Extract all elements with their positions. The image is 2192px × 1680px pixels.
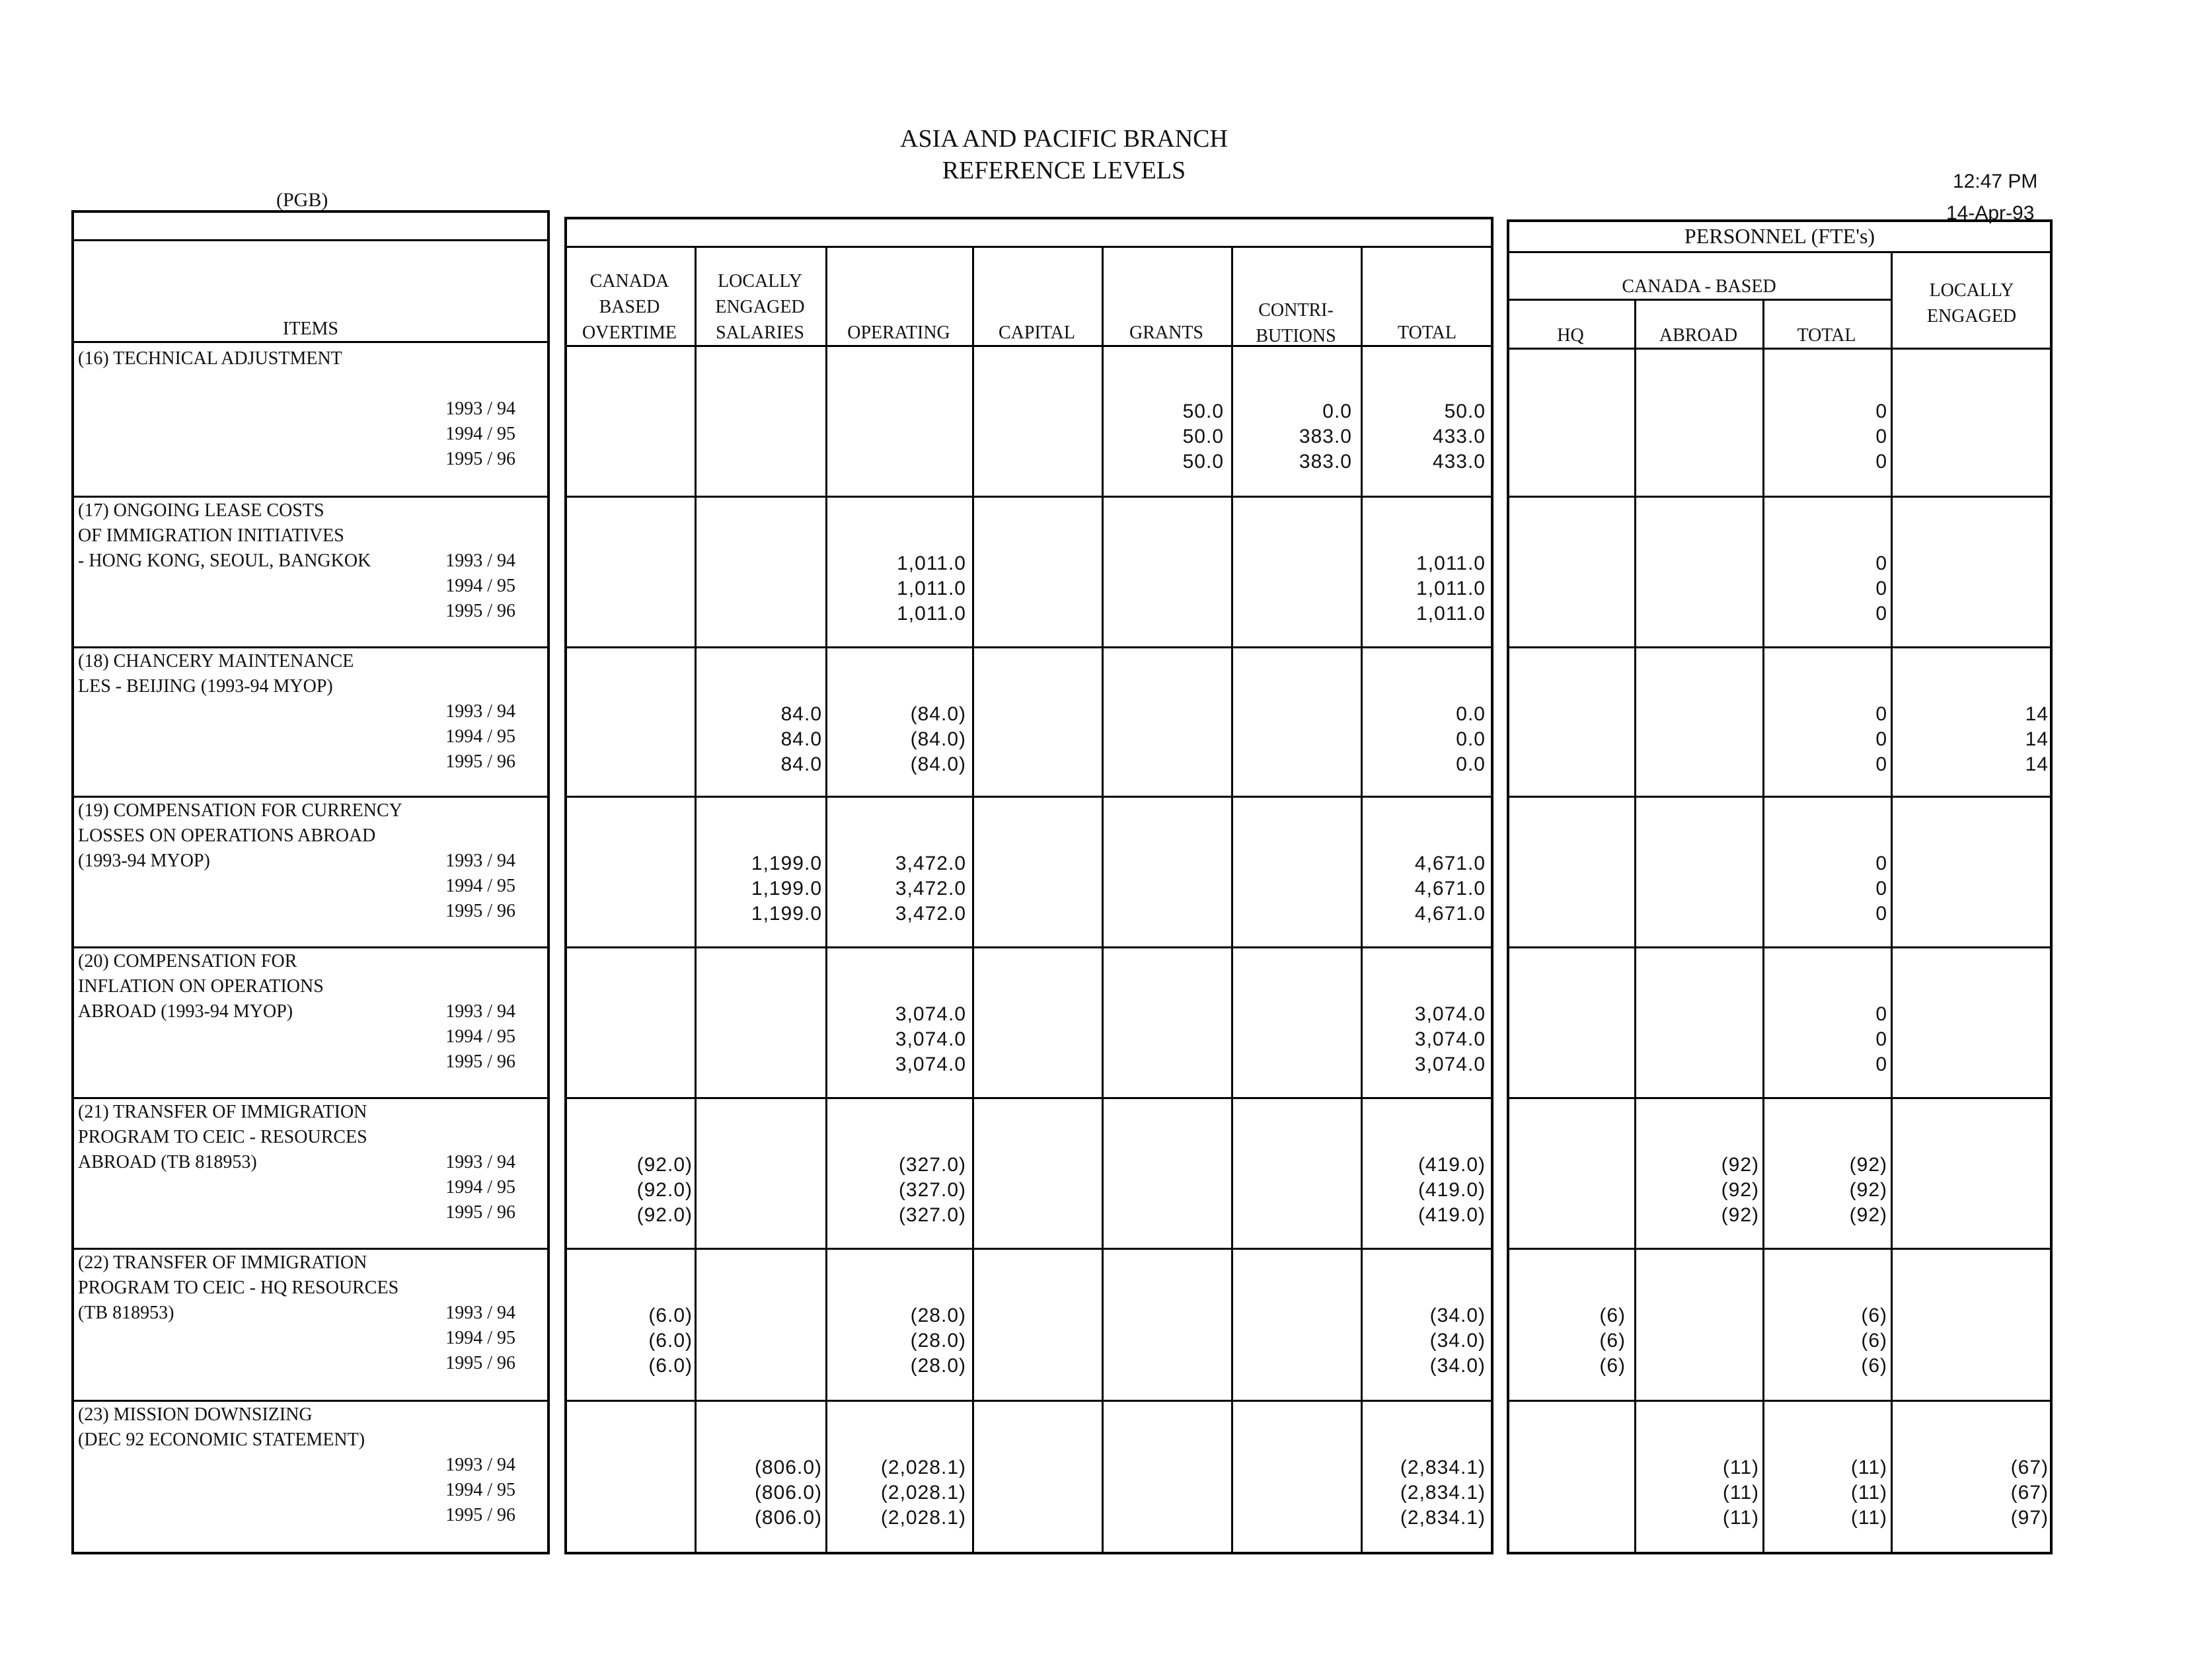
item-label: LES - BEIJING (1993-94 MYOP) (78, 676, 333, 697)
fiscal-year-label: 1993 / 94 (445, 551, 515, 571)
table-cell: 1,011.0 (1416, 603, 1486, 625)
document-title-line1: ASIA AND PACIFIC BRANCH (900, 125, 1228, 153)
table-cell: (6) (1861, 1330, 1887, 1352)
table-cell: (419.0) (1417, 1204, 1486, 1226)
fiscal-year-label: 1993 / 94 (445, 701, 515, 722)
item-label: PROGRAM TO CEIC - HQ RESOURCES (78, 1278, 399, 1298)
header-grants: GRANTS (1129, 323, 1203, 343)
table-cell: 3,074.0 (895, 1003, 966, 1025)
section-divider (1507, 1248, 2053, 1250)
item-label: ABROAD (TB 818953) (78, 1152, 257, 1172)
table-cell: 84.0 (780, 703, 822, 725)
section-divider (564, 646, 1493, 648)
item-label: (21) TRANSFER OF IMMIGRATION (78, 1102, 367, 1122)
table-cell: 1,011.0 (1416, 578, 1486, 599)
table-cell: 0 (1875, 426, 1887, 447)
table-cell: (6) (1599, 1355, 1626, 1377)
table-cell: 0 (1875, 451, 1887, 473)
table-cell: (806.0) (754, 1457, 822, 1478)
table-cell: 0 (1875, 753, 1887, 775)
table-cell: (67) (2010, 1457, 2049, 1478)
table-cell: (92.0) (636, 1154, 693, 1176)
table-cell: 0 (1875, 703, 1887, 725)
table-cell: 50.0 (1182, 401, 1224, 422)
table-cell: (419.0) (1417, 1179, 1486, 1201)
fiscal-year-label: 1995 / 96 (445, 751, 515, 772)
item-label: (23) MISSION DOWNSIZING (78, 1404, 313, 1425)
table-cell: 3,074.0 (1414, 1053, 1486, 1075)
table-cell: (92) (1849, 1204, 1887, 1226)
table-cell: 0 (1875, 728, 1887, 750)
table-cell: 3,074.0 (1414, 1003, 1486, 1025)
table-cell: (92) (1721, 1154, 1759, 1176)
section-divider (1507, 946, 2053, 948)
table-cell: 1,199.0 (751, 878, 822, 899)
table-cell: (2,028.1) (880, 1482, 966, 1504)
item-label: OF IMMIGRATION INITIATIVES (78, 525, 344, 546)
table-cell: (327.0) (898, 1179, 966, 1201)
table-cell: (34.0) (1429, 1330, 1486, 1352)
item-label: (19) COMPENSATION FOR CURRENCY (78, 800, 402, 821)
section-divider (71, 1248, 550, 1250)
table-cell: 4,671.0 (1414, 903, 1486, 925)
section-divider (71, 946, 550, 948)
table-cell: 0 (1875, 578, 1887, 599)
table-cell: 0 (1875, 903, 1887, 925)
table-cell: (6.0) (648, 1330, 693, 1352)
fiscal-year-label: 1993 / 94 (445, 1001, 515, 1022)
table-cell: 3,074.0 (895, 1053, 966, 1075)
header-les-salaries: LOCALLY ENGAGED SALARIES (715, 271, 805, 343)
header-personnel-total: TOTAL (1797, 325, 1856, 346)
table-cell: 0 (1875, 853, 1887, 874)
table-cell: (92.0) (636, 1204, 693, 1226)
table-cell: (84.0) (910, 753, 966, 775)
table-cell: 1,011.0 (897, 553, 966, 574)
fiscal-year-label: 1995 / 96 (445, 601, 515, 621)
table-cell: 0 (1875, 401, 1887, 422)
table-cell: 0.0 (1456, 728, 1486, 750)
item-label: (TB 818953) (78, 1303, 174, 1323)
table-cell: 1,011.0 (897, 578, 966, 599)
table-cell: 1,011.0 (1416, 553, 1486, 574)
table-cell: (92) (1721, 1179, 1759, 1201)
table-cell: 50.0 (1182, 451, 1224, 473)
table-cell: 433.0 (1432, 451, 1486, 473)
header-hq: HQ (1557, 325, 1584, 346)
table-cell: (806.0) (754, 1507, 822, 1529)
item-label: PROGRAM TO CEIC - RESOURCES (78, 1127, 367, 1147)
table-cell: (92) (1721, 1204, 1759, 1226)
table-cell: 0 (1875, 1053, 1887, 1075)
fiscal-year-label: 1993 / 94 (445, 1303, 515, 1323)
fiscal-year-label: 1993 / 94 (445, 1152, 515, 1172)
section-divider (71, 496, 550, 498)
table-cell: 3,074.0 (895, 1028, 966, 1050)
header-locally-engaged: LOCALLY ENGAGED (1926, 280, 2017, 326)
table-cell: 14 (2025, 703, 2049, 725)
table-cell: 3,472.0 (895, 903, 966, 925)
table-cell: 0 (1875, 1003, 1887, 1025)
table-cell: (2,028.1) (880, 1507, 966, 1529)
table-cell: 4,671.0 (1414, 878, 1486, 899)
table-cell: 383.0 (1299, 426, 1352, 447)
table-cell: (806.0) (754, 1482, 822, 1504)
fiscal-year-label: 1995 / 96 (445, 901, 515, 921)
item-label: (16) TECHNICAL ADJUSTMENT (78, 348, 342, 369)
header-personnel: PERSONNEL (FTE's) (1684, 224, 1875, 248)
table-cell: (6.0) (648, 1355, 693, 1377)
table-cell: 3,472.0 (895, 853, 966, 874)
fiscal-year-label: 1995 / 96 (445, 1505, 515, 1525)
section-divider (564, 946, 1493, 948)
org-code: (PGB) (276, 189, 328, 211)
section-divider (1507, 646, 2053, 648)
fiscal-year-label: 1995 / 96 (445, 1051, 515, 1072)
header-contributions: CONTRI- BUTIONS (1256, 300, 1336, 346)
table-cell: 0 (1875, 1028, 1887, 1050)
item-label: - HONG KONG, SEOUL, BANGKOK (78, 551, 371, 571)
table-cell: (34.0) (1429, 1305, 1486, 1326)
table-cell: 0.0 (1322, 401, 1352, 422)
table-cell: (97) (2010, 1507, 2049, 1529)
table-cell: (28.0) (910, 1305, 966, 1326)
item-label: ABROAD (1993-94 MYOP) (78, 1001, 293, 1022)
section-divider (71, 796, 550, 798)
table-cell: (92.0) (636, 1179, 693, 1201)
table-cell: (92) (1849, 1154, 1887, 1176)
table-cell: 1,199.0 (751, 853, 822, 874)
table-cell: (2,834.1) (1400, 1457, 1486, 1478)
fiscal-year-label: 1994 / 95 (445, 576, 515, 596)
table-cell: 0.0 (1456, 703, 1486, 725)
table-cell: 3,074.0 (1414, 1028, 1486, 1050)
item-label: (DEC 92 ECONOMIC STATEMENT) (78, 1430, 365, 1450)
section-divider (71, 1400, 550, 1402)
fiscal-year-label: 1994 / 95 (445, 1328, 515, 1348)
table-cell: (84.0) (910, 703, 966, 725)
header-canada-overtime: CANADA BASED OVERTIME (582, 271, 677, 343)
table-cell: (2,834.1) (1400, 1507, 1486, 1529)
table-cell: (11) (1722, 1457, 1759, 1478)
item-label: INFLATION ON OPERATIONS (78, 976, 324, 997)
table-cell: (6) (1861, 1305, 1887, 1326)
table-cell: (2,834.1) (1400, 1482, 1486, 1504)
table-cell: (327.0) (898, 1154, 966, 1176)
table-cell: (6.0) (648, 1305, 693, 1326)
section-divider (1507, 1097, 2053, 1099)
table-cell: 3,472.0 (895, 878, 966, 899)
section-divider (564, 1248, 1493, 1250)
table-cell: (84.0) (910, 728, 966, 750)
fiscal-year-label: 1993 / 94 (445, 1455, 515, 1475)
header-total: TOTAL (1397, 323, 1456, 343)
table-cell: (11) (1850, 1457, 1887, 1478)
table-cell: (11) (1850, 1507, 1887, 1529)
item-label: LOSSES ON OPERATIONS ABROAD (78, 825, 376, 846)
section-divider (71, 646, 550, 648)
table-cell: 383.0 (1299, 451, 1352, 473)
fiscal-year-label: 1994 / 95 (445, 424, 515, 444)
fiscal-year-label: 1995 / 96 (445, 1202, 515, 1223)
table-cell: (92) (1849, 1179, 1887, 1201)
print-date: 14-Apr-93 (1946, 202, 2035, 224)
table-cell: (11) (1722, 1482, 1759, 1504)
section-divider (564, 1400, 1493, 1402)
table-cell: 50.0 (1444, 401, 1486, 422)
table-cell: 1,011.0 (897, 603, 966, 625)
table-cell: (11) (1850, 1482, 1887, 1504)
table-cell: (6) (1861, 1355, 1887, 1377)
table-cell: (28.0) (910, 1330, 966, 1352)
section-divider (1507, 1400, 2053, 1402)
section-divider (564, 496, 1493, 498)
table-cell: 84.0 (780, 728, 822, 750)
table-cell: 4,671.0 (1414, 853, 1486, 874)
table-cell: (327.0) (898, 1204, 966, 1226)
table-cell: 0.0 (1456, 753, 1486, 775)
section-divider (1507, 496, 2053, 498)
print-time: 12:47 PM (1953, 171, 2038, 192)
table-cell: 14 (2025, 753, 2049, 775)
table-cell: (67) (2010, 1482, 2049, 1504)
fiscal-year-label: 1994 / 95 (445, 726, 515, 747)
table-cell: (2,028.1) (880, 1457, 966, 1478)
table-cell: (6) (1599, 1330, 1626, 1352)
fiscal-year-label: 1995 / 96 (445, 1353, 515, 1373)
fiscal-year-label: 1994 / 95 (445, 1026, 515, 1047)
section-divider (564, 1097, 1493, 1099)
table-cell: 0 (1875, 878, 1887, 899)
header-capital: CAPITAL (999, 323, 1075, 343)
header-items: ITEMS (283, 319, 338, 339)
section-divider (1507, 796, 2053, 798)
table-cell: 1,199.0 (751, 903, 822, 925)
table-cell: 433.0 (1432, 426, 1486, 447)
item-label: (20) COMPENSATION FOR (78, 951, 297, 972)
fiscal-year-label: 1994 / 95 (445, 876, 515, 896)
table-cell: (6) (1599, 1305, 1626, 1326)
item-label: (1993-94 MYOP) (78, 851, 210, 871)
table-cell: 14 (2025, 728, 2049, 750)
header-abroad: ABROAD (1659, 325, 1738, 346)
document-title-line2: REFERENCE LEVELS (942, 157, 1186, 184)
fiscal-year-label: 1994 / 95 (445, 1177, 515, 1198)
table-cell: (28.0) (910, 1355, 966, 1377)
table-cell: (419.0) (1417, 1154, 1486, 1176)
fiscal-year-label: 1993 / 94 (445, 399, 515, 419)
table-cell: 84.0 (780, 753, 822, 775)
table-cell: 0 (1875, 603, 1887, 625)
table-cell: (34.0) (1429, 1355, 1486, 1377)
table-cell: 50.0 (1182, 426, 1224, 447)
item-label: (17) ONGOING LEASE COSTS (78, 500, 324, 521)
section-divider (71, 1097, 550, 1099)
table-cell: 0 (1875, 553, 1887, 574)
item-label: (22) TRANSFER OF IMMIGRATION (78, 1252, 367, 1273)
section-divider (564, 796, 1493, 798)
fiscal-year-label: 1994 / 95 (445, 1480, 515, 1500)
table-cell: (11) (1722, 1507, 1759, 1529)
fiscal-year-label: 1993 / 94 (445, 851, 515, 871)
item-label: (18) CHANCERY MAINTENANCE (78, 651, 354, 671)
fiscal-year-label: 1995 / 96 (445, 449, 515, 469)
header-canada-based: CANADA - BASED (1622, 276, 1776, 297)
header-operating: OPERATING (847, 323, 950, 343)
